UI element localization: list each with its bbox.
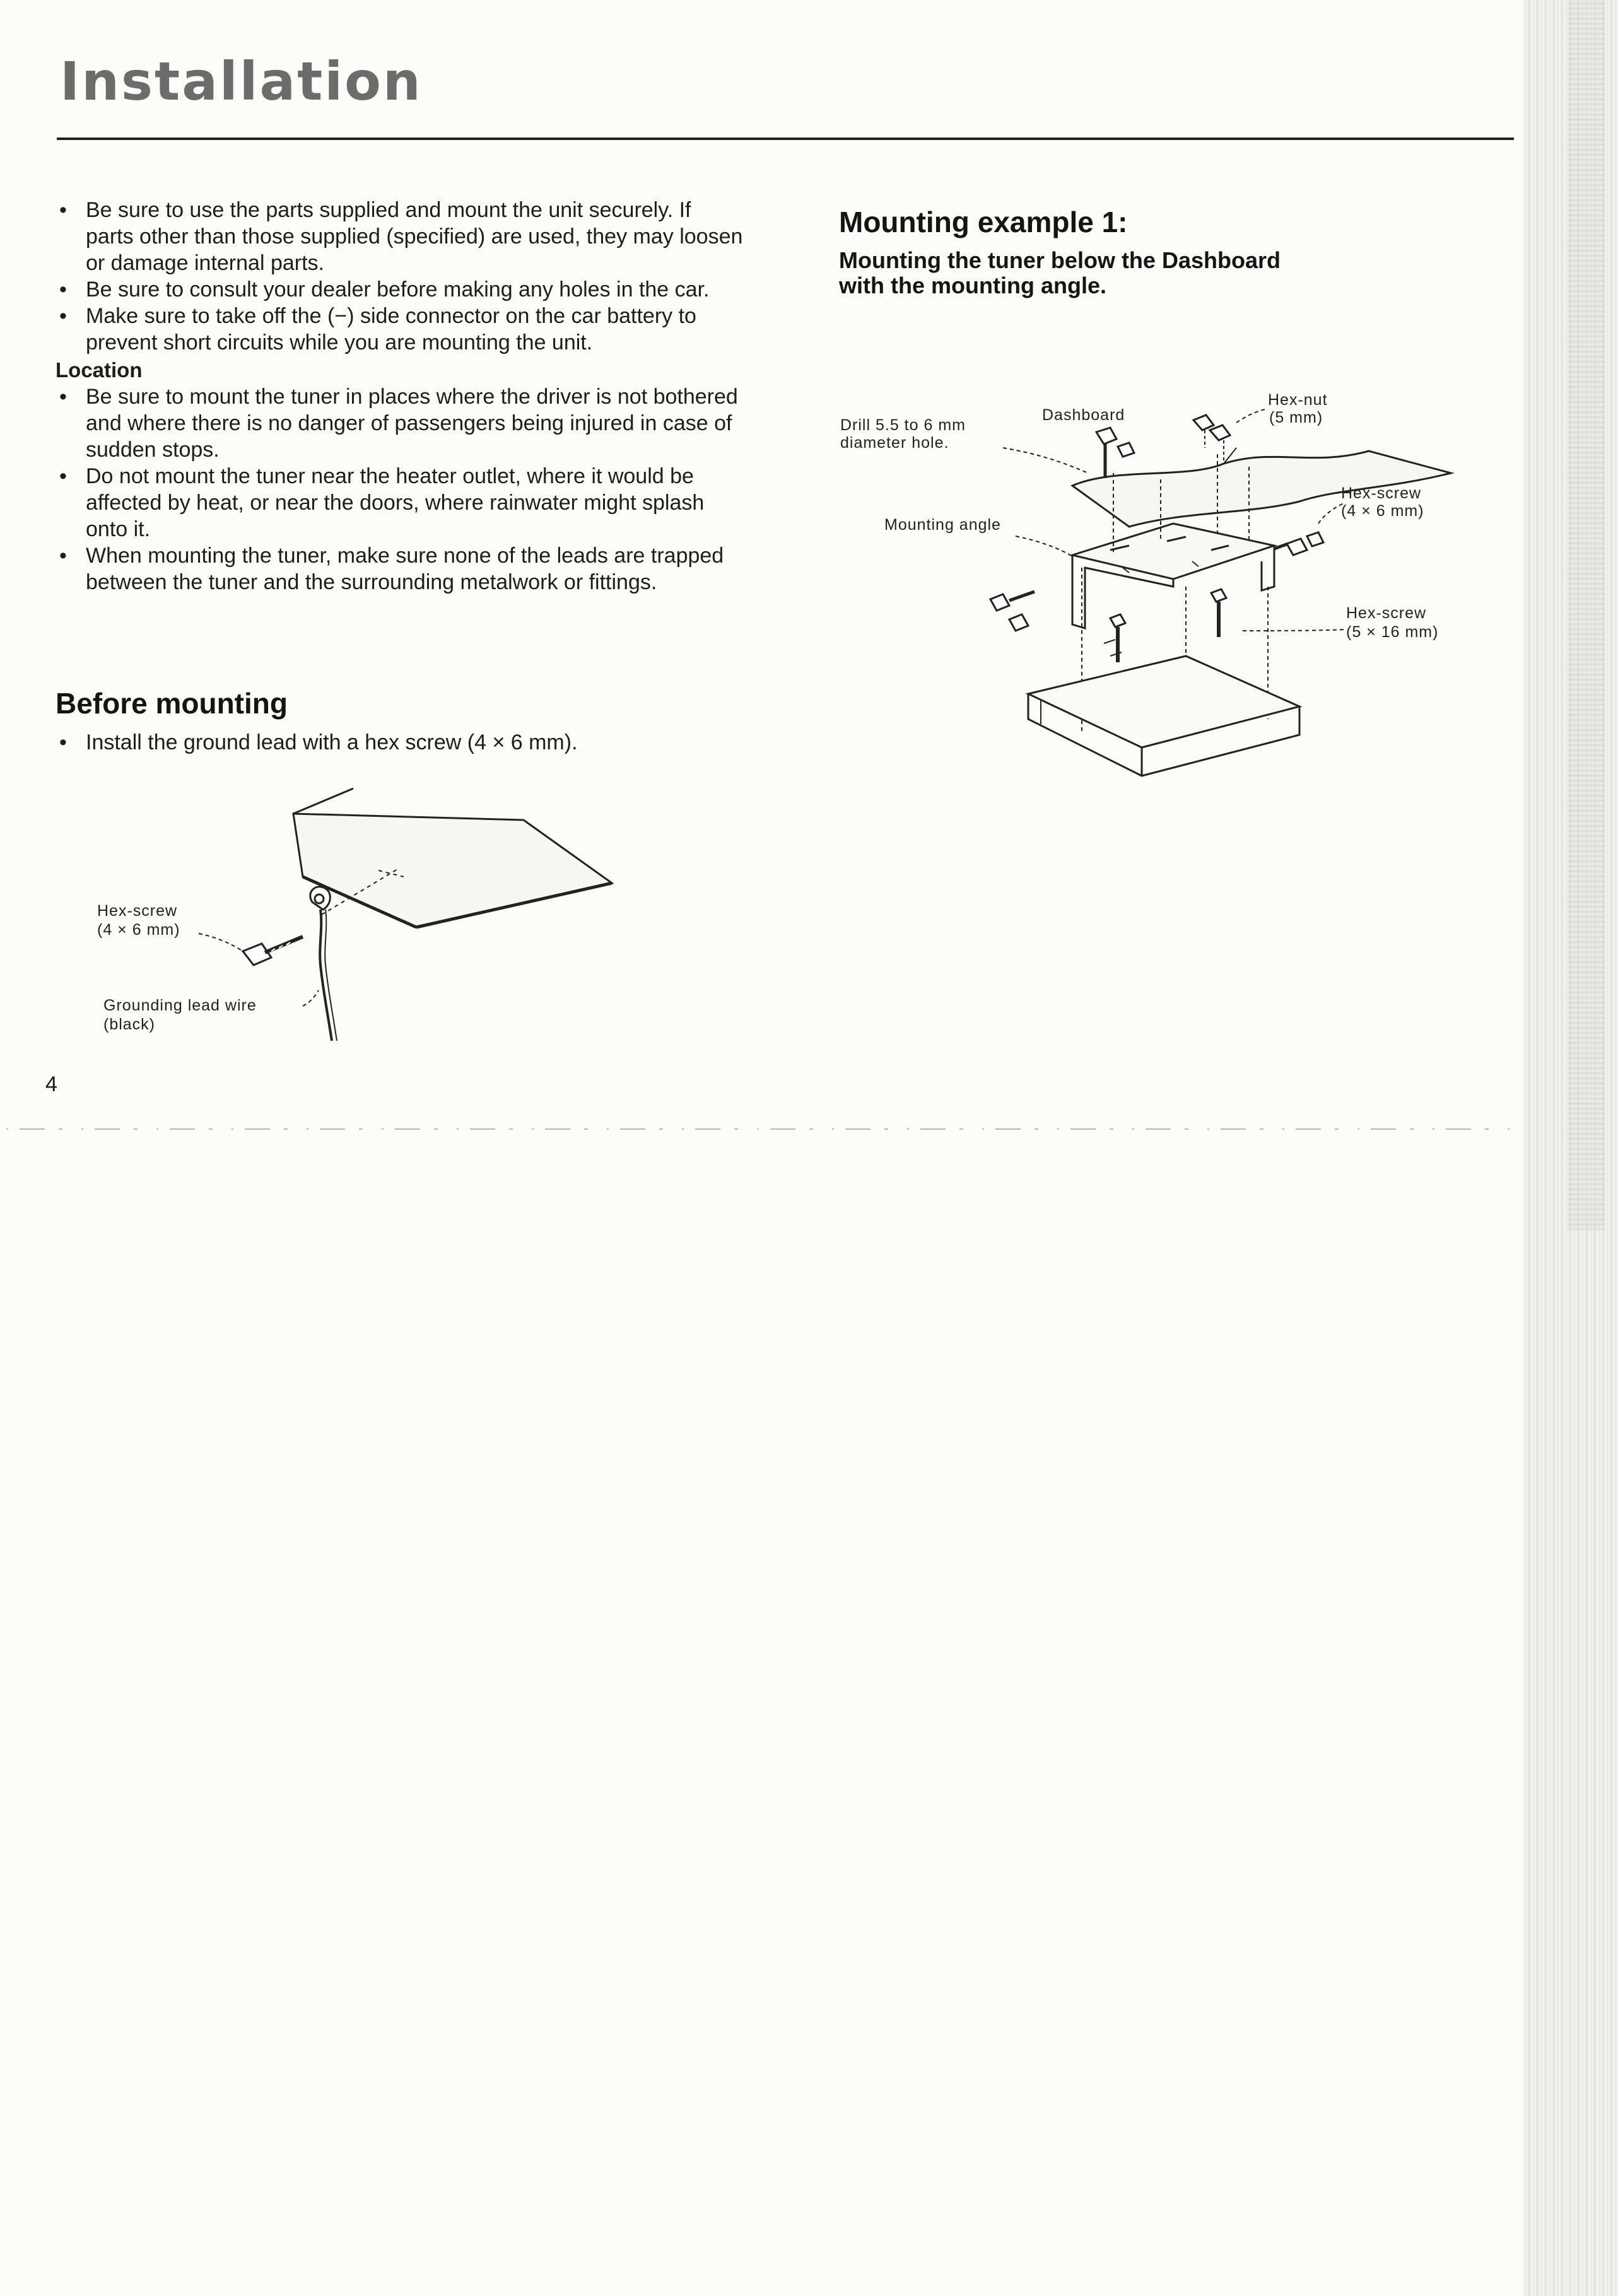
tuner-unit xyxy=(1028,656,1299,776)
hex-screw-a-label-1: Hex-screw xyxy=(1341,484,1422,502)
mounting-angle-label: Mounting angle xyxy=(884,516,1001,534)
intro-bullet: • Be sure to use the parts supplied and mount the unit securely. If parts other than those supplied (specified) are used, they may loosen or damage internal parts. xyxy=(56,197,743,276)
location-bullet: • Do not mount the tuner near the heater outlet, where it would be affected by heat, or near the doors, where rainwater might splash onto it. xyxy=(56,463,743,542)
before-mounting-text xyxy=(56,729,743,756)
left-screw-icon xyxy=(990,592,1035,631)
hex-nut-label-2: (5 mm) xyxy=(1269,409,1323,426)
hex-nut-label-1: Hex-nut xyxy=(1268,391,1328,409)
side-screw-icon xyxy=(1274,532,1323,555)
hex-screw-b-label-1: Hex-screw xyxy=(1346,604,1427,622)
location-bullet: • Be sure to mount the tuner in places where the driver is not bothered and where there is no danger of passengers being injured in case of sudden stops. xyxy=(56,384,743,463)
ground-wire-label-2: (black) xyxy=(103,1016,156,1033)
hex-screw-a-label-2: (4 × 6 mm) xyxy=(1341,502,1424,520)
location-heading: Location xyxy=(56,358,143,382)
mounting-angle-bracket xyxy=(1072,524,1274,628)
mounting-example-subheading-1: Mounting the tuner below the Dashboard xyxy=(839,247,1281,273)
before-mounting-bullet: • Install the ground lead with a hex screw (4 × 6 mm). xyxy=(56,729,743,756)
ground-terminal-icon xyxy=(310,887,337,1041)
hex-screw-label-1: Hex-screw xyxy=(97,902,178,920)
hex-screw-label-2: (4 × 6 mm) xyxy=(97,921,180,939)
intro-bullet: • Be sure to consult your dealer before making any holes in the car. xyxy=(56,276,743,303)
page-title: Installation xyxy=(60,50,423,112)
title-rule xyxy=(57,138,1514,140)
drill-label-1: Drill 5.5 to 6 mm xyxy=(840,416,966,434)
mounting-example-subheading-2: with the mounting angle. xyxy=(839,272,1106,298)
page-number: 4 xyxy=(45,1072,57,1096)
location-bullet: • When mounting the tuner, make sure none of the leads are trapped between the tuner and the surrounding metalwork or fittings. xyxy=(56,542,743,595)
long-screw-icon xyxy=(1104,589,1226,662)
before-mounting-heading: Before mounting xyxy=(56,687,288,720)
mounting-example-heading: Mounting example 1: xyxy=(839,206,1128,238)
dashboard-label: Dashboard xyxy=(1042,406,1125,424)
ground-wire-label-1: Grounding lead wire xyxy=(103,997,257,1014)
drill-label-2: diameter hole. xyxy=(840,434,949,452)
hex-screw-icon xyxy=(243,937,303,965)
intro-bullet: • Make sure to take off the (−) side connector on the car battery to prevent short circuits while you are mounting the unit. xyxy=(56,303,743,356)
dashboard-screw-icon xyxy=(1096,428,1134,478)
left-column xyxy=(56,197,743,595)
hex-screw-b-label-2: (5 × 16 mm) xyxy=(1346,623,1439,641)
scan-rule xyxy=(0,1123,1527,1135)
mounting-figure xyxy=(833,378,1501,807)
scan-binding-shadow xyxy=(1568,0,1605,1230)
hex-nut-icon xyxy=(1193,415,1230,460)
ground-lead-figure xyxy=(88,776,643,1053)
